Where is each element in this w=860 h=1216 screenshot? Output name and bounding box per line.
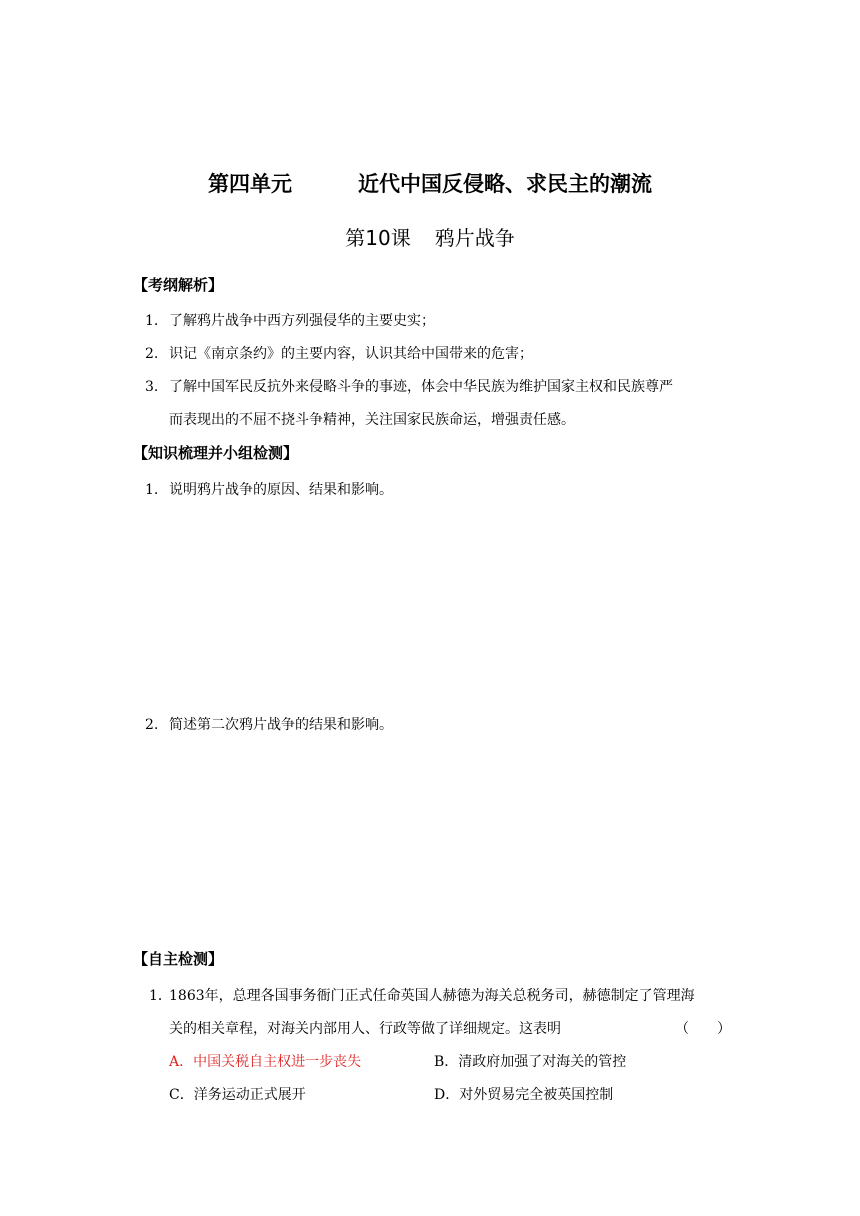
question-1-num: 1． [149, 988, 172, 1004]
knowledge-item-2 [145, 714, 393, 734]
knowledge-item-2-text: 简述第二次鸦片战争的结果和影响。 [169, 717, 393, 733]
syllabus-item-1-num: 1. [145, 313, 159, 329]
self-test-heading: 【自主检测】 [133, 950, 224, 968]
answer-parentheses: （ ） [675, 1021, 731, 1037]
knowledge-item-1-num: 1. [145, 482, 159, 498]
syllabus-item-3-text: 了解中国军民反抗外来侵略斗争的事迹，体会中华民族为维护国家主权和民族尊严 [169, 379, 673, 395]
question-1-stem-2: 关的相关章程，对海关内部用人、行政等做了详细规定。这表明 [169, 1021, 561, 1037]
syllabus-item-2-text: 识记《南京条约》的主要内容，认识其给中国带来的危害； [169, 346, 533, 362]
syllabus-item-2-num: 2. [145, 346, 159, 362]
knowledge-item-1-text: 说明鸦片战争的原因、结果和影响。 [169, 482, 393, 498]
knowledge-item-2-num: 2. [145, 717, 159, 733]
knowledge-heading: 【知识梳理并小组检测】 [133, 444, 299, 462]
question-1-line-1 [149, 985, 695, 1005]
syllabus-item-3 [145, 376, 673, 396]
syllabus-heading: 【考纲解析】 [133, 276, 224, 294]
syllabus-item-3-num: 3. [145, 379, 159, 395]
syllabus-item-3-continuation: 而表现出的不屈不挠斗争精神，关注国家民族命运，增强责任感。 [169, 412, 575, 428]
question-1-stem-1: 1863年，总理各国事务衙门正式任命英国人赫德为海关总税务司，赫德制定了管理海 [169, 988, 695, 1004]
option-a: A．中国关税自主权进一步丧失 [169, 1054, 362, 1070]
unit-label: 第四单元 [208, 172, 292, 196]
syllabus-item-1 [145, 310, 435, 330]
lesson-title [0, 222, 860, 251]
syllabus-item-1-text: 了解鸦片战争中西方列强侵华的主要史实； [169, 313, 435, 329]
option-d: D．对外贸易完全被英国控制 [434, 1087, 614, 1103]
lesson-label: 第10课 [345, 226, 411, 250]
unit-name: 近代中国反侵略、求民主的潮流 [358, 172, 652, 196]
question-1-line-2 [169, 1018, 729, 1038]
option-c: C．洋务运动正式展开 [169, 1087, 306, 1103]
syllabus-item-2 [145, 343, 533, 363]
lesson-name: 鸦片战争 [434, 226, 515, 250]
option-b: B．清政府加强了对海关的管控 [434, 1054, 627, 1070]
knowledge-item-1 [145, 479, 393, 499]
unit-title [0, 168, 860, 198]
